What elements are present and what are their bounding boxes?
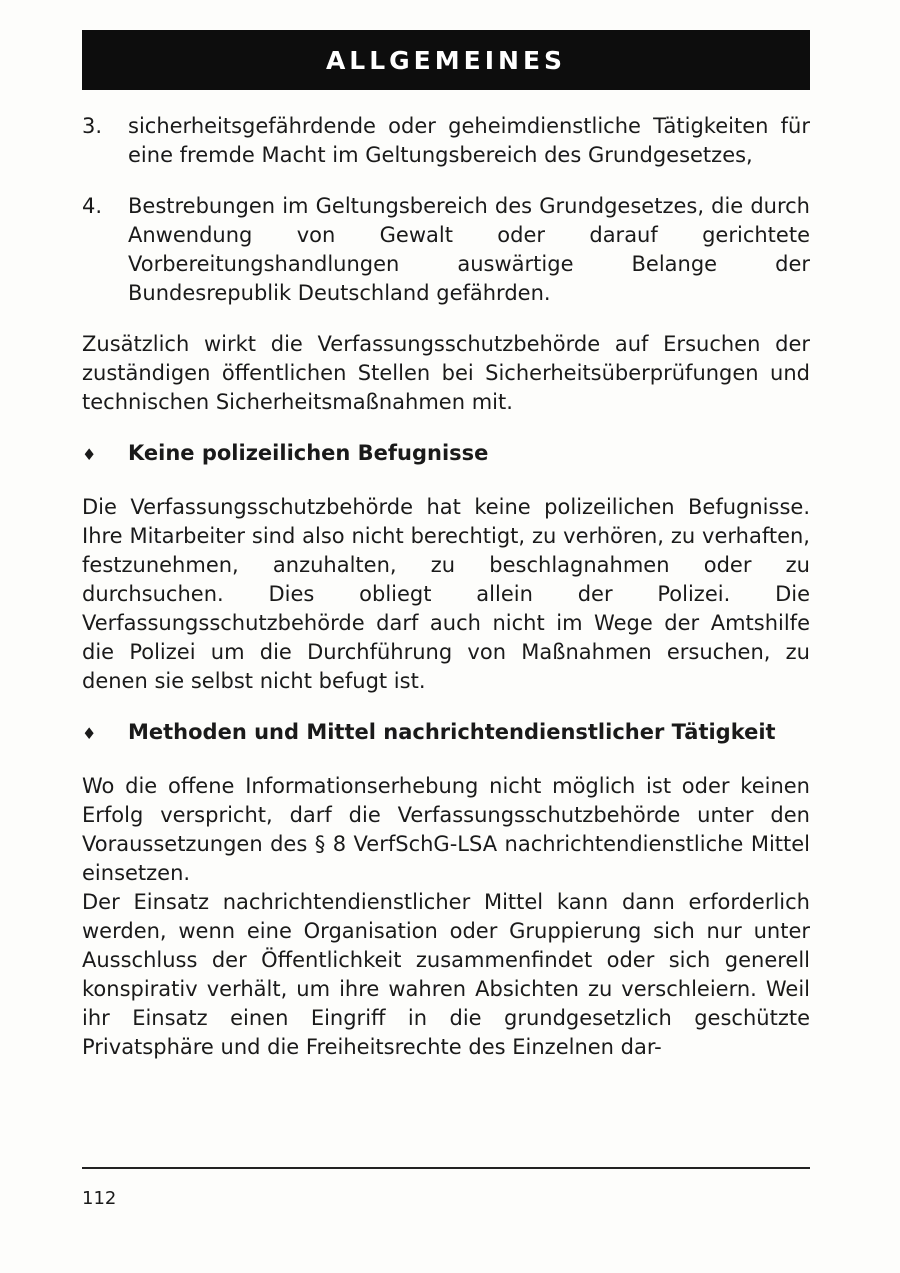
list-item-4	[82, 192, 810, 308]
paragraph-methoden-2: Der Einsatz nachrichtendienstlicher Mittel kann dann erforderlich werden, wenn eine Organisation oder Gruppierung sich nur unter Ausschluss der Öffentlichkeit zusammenfindet oder sich generell konspirativ verhält, um ihre wahren Absichten zu verschleiern. Weil ihr Einsatz einen Eingriff in die grundgesetzlich geschützte Privatsphäre und die Freiheitsrechte des Einzelnen dar-	[82, 890, 810, 1059]
list-item-number: 3.	[82, 114, 103, 138]
list-item-number: 4.	[82, 194, 103, 218]
section-heading-text: Methoden und Mittel nachrichtendienstlicher Tätigkeit	[128, 720, 776, 744]
paragraph-methoden-1: Wo die offene Informationserhebung nicht möglich ist oder keinen Erfolg verspricht, darf die Verfassungsschutzbehörde unter den Voraussetzungen des § 8 VerfSchG-LSA nachrichtendienstliche Mittel einsetzen.	[82, 774, 810, 885]
section-header-bar	[82, 30, 810, 90]
list-item-3	[82, 112, 810, 170]
diamond-bullet-icon: ♦	[82, 445, 97, 464]
section-heading-methoden	[82, 718, 810, 748]
diamond-bullet-icon: ♦	[82, 724, 97, 743]
paragraph-befugnisse: Die Verfassungsschutzbehörde hat keine polizeilichen Befugnisse. Ihre Mitarbeiter sind also nicht berechtigt, zu verhören, zu verhaften, festzunehmen, anzuhalten, zu beschlagnahmen oder zu durchsuchen. Dies obliegt allein der Polizei. Die Verfassungsschutzbehörde darf auch nicht im Wege der Amtshilfe die Polizei um die Durchführung von Maßnahmen ersuchen, zu denen sie selbst nicht befugt ist.	[82, 495, 810, 693]
page-number: 112	[82, 1188, 117, 1209]
section-heading-befugnisse	[82, 439, 810, 469]
footer-divider	[82, 1167, 810, 1169]
page-content	[82, 112, 810, 1062]
paragraph-additional: Zusätzlich wirkt die Verfassungsschutzbehörde auf Ersuchen der zuständigen öffentlichen Stellen bei Sicherheitsüberprüfungen und technischen Sicherheitsmaßnahmen mit.	[82, 332, 810, 414]
section-header-title: ALLGEMEINES	[325, 45, 567, 75]
list-item-text: Bestrebungen im Geltungsbereich des Grundgesetzes, die durch Anwendung von Gewalt oder darauf gerichtete Vorbereitungshandlungen auswärtige Belange der Bundesrepublik Deutschland gefährden.	[128, 194, 810, 305]
list-item-text: sicherheitsgefährdende oder geheimdienstliche Tätigkeiten für eine fremde Macht im Geltungsbereich des Grundgesetzes,	[128, 114, 810, 167]
section-heading-text: Keine polizeilichen Befugnisse	[128, 441, 489, 465]
